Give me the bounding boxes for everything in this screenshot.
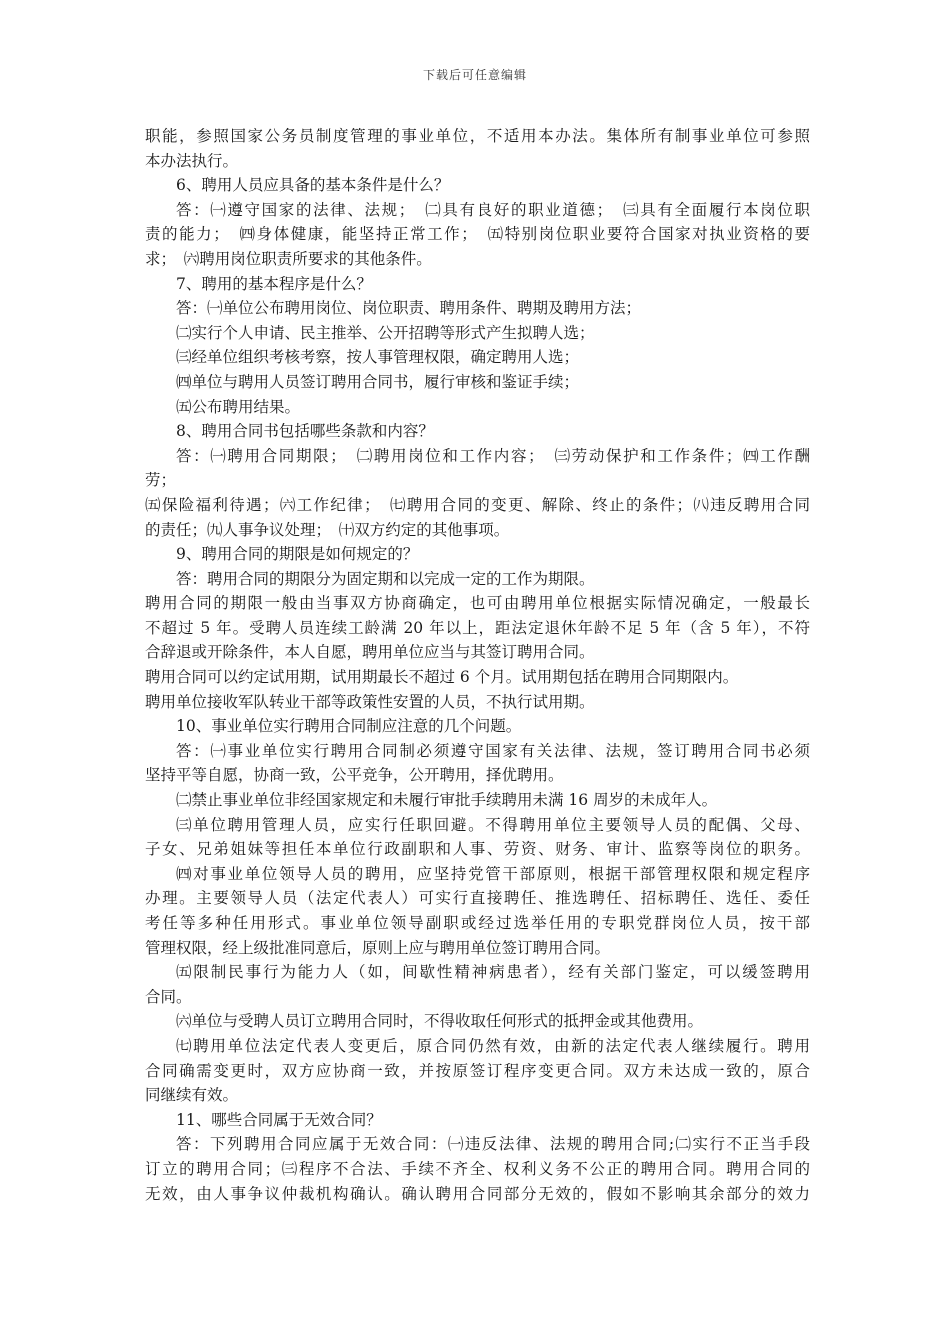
text-line: ㈤公布聘用结果。 [176,397,301,416]
text-line: ㈢经单位组织考核考察，按人事管理权限，确定聘用人选； [176,348,580,367]
text-line: 责的能力； ㈣身体健康，能坚持正常工作； ㈤特别岗位职业要符合国家对执业资格的要 [145,225,810,244]
text-line: ㈥单位与受聘人员订立聘用合同时，不得收取任何形式的抵押金或其他费用。 [176,1012,704,1031]
text-line: ㈡实行个人申请、民主推举、公开招聘等形式产生拟聘人选； [176,323,595,342]
text-line: ㈦聘用单位法定代表人变更后，原合同仍然有效，由新的法定代表人继续履行。聘用 [176,1036,810,1055]
text-line: 6、聘用人员应具备的基本条件是什么？ [176,176,450,195]
text-line: 合同。 [145,987,192,1006]
text-line: 11、哪些合同属于无效合同？ [176,1110,382,1129]
text-line: 8、聘用合同书包括哪些条款和内容？ [176,422,434,441]
text-line: 子女、兄弟姐妹等担任本单位行政副职和人事、劳资、财务、审计、监察等岗位的职务。 [145,840,810,859]
text-line: 7、聘用的基本程序是什么？ [176,274,372,293]
text-line: 答：㈠聘用合同期限； ㈡聘用岗位和工作内容； ㈢劳动保护和工作条件；㈣工作酬 [176,446,810,465]
document-body [145,124,810,1206]
text-line: 聘用合同的期限一般由当事双方协商确定，也可由聘用单位根据实际情况确定，一般最长 [145,594,810,613]
text-line: 无效，由人事争议仲裁机构确认。确认聘用合同部分无效的，假如不影响其余部分的效力 [145,1184,810,1203]
text-line: ㈡禁止事业单位非经国家规定和未履行审批手续聘用未满 16 周岁的未成年人。 [176,791,718,810]
text-line: 职能，参照国家公务员制度管理的事业单位，不适用本办法。集体所有制事业单位可参照 [145,127,810,145]
text-line: ㈢单位聘用管理人员，应实行任职回避。不得聘用单位主要领导人员的配偶、父母、 [176,815,810,834]
text-line: ㈣对事业单位领导人员的聘用，应坚持党管干部原则，根据干部管理权限和规定程序 [176,864,810,883]
text-line: 答：㈠遵守国家的法律、法规； ㈡具有良好的职业道德； ㈢具有全面履行本岗位职 [176,200,810,219]
text-line: ㈣单位与聘用人员签订聘用合同书，履行审核和鉴证手续； [176,372,580,391]
text-line: 考任等多种任用形式。事业单位领导副职或经过选举任用的专职党群岗位人员，按干部 [145,914,810,932]
text-line: 办理。主要领导人员（法定代表人）可实行直接聘任、推选聘任、招标聘任、选任、委任 [145,889,810,908]
text-line: ㈤限制民事行为能力人（如，间歇性精神病患者），经有关部门鉴定，可以缓签聘用 [176,963,810,982]
text-line: 同继续有效。 [145,1086,239,1105]
text-line: 管理权限，经上级批准同意后，原则上应与聘用单位签订聘用合同。 [145,938,611,957]
text-line: 劳； [145,471,177,490]
text-line: 聘用单位接收军队转业干部等政策性安置的人员，不执行试用期。 [145,692,595,711]
text-line: 不超过 5 年。受聘人员连续工龄满 20 年以上，距法定退休年龄不足 5 年（含 5 年），不符 [145,618,810,637]
text-line: 坚持平等自愿，协商一致，公平竞争，公开聘用，择优聘用。 [145,766,564,785]
text-line: ㈤保险福利待遇；㈥工作纪律； ㈦聘用合同的变更、解除、终止的条件；㈧违反聘用合同 [145,495,810,514]
text-line: 本办法执行。 [145,151,239,170]
text-line: 10、事业单位实行聘用合同制应注意的几个问题。 [176,717,522,736]
text-line: 合同确需变更时，双方应协商一致，并按原签订程序变更合同。双方未达成一致的，原合 [145,1061,810,1080]
text-line: 答：㈠事业单位实行聘用合同制必须遵守国家有关法律、法规，签订聘用合同书必须 [176,741,810,760]
text-line: 合辞退或开除条件，本人自愿，聘用单位应当与其签订聘用合同。 [145,643,595,662]
text-line: 答：聘用合同的期限分为固定期和以完成一定的工作为期限。 [176,569,595,588]
text-line: 9、聘用合同的期限是如何规定的？ [176,545,419,564]
text-line: 聘用合同可以约定试用期，试用期最长不超过 6 个月。试用期包括在聘用合同期限内。 [145,668,739,687]
text-line: 答：下列聘用合同应属于无效合同：㈠违反法律、法规的聘用合同;㈡实行不正当手段 [176,1135,810,1154]
page-header: 下载后可任意编辑 [422,68,527,82]
text-line: 订立的聘用合同；㈢程序不合法、手续不齐全、权利义务不公正的聘用合同。聘用合同的 [145,1159,810,1178]
text-line: 的责任；㈨人事争议处理； ㈩双方约定的其他事项。 [145,520,510,539]
text-line: 求； ㈥聘用岗位职责所要求的其他条件。 [145,249,432,268]
text-line: 答：㈠单位公布聘用岗位、岗位职责、聘用条件、聘期及聘用方法； [176,299,642,318]
